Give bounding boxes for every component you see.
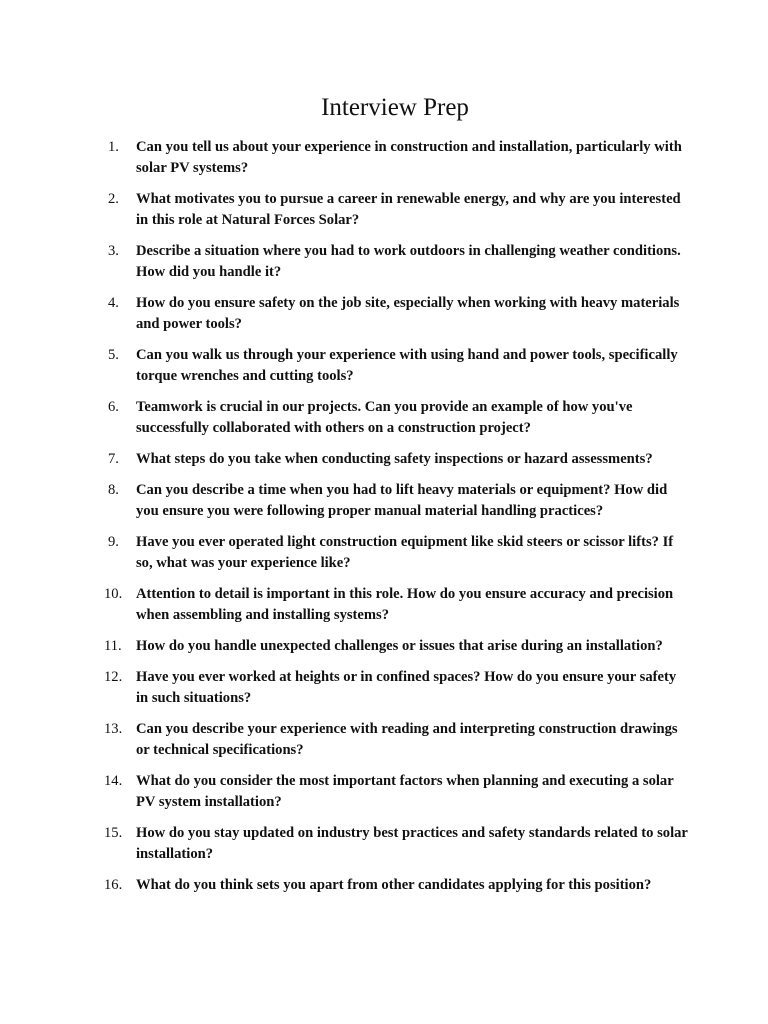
- question-list: [104, 137, 688, 906]
- question-item: [108, 137, 688, 179]
- question-text: Can you describe your experience with reading and interpreting construction drawings or technical specifications?: [136, 721, 678, 758]
- question-text: Have you ever operated light construction equipment like skid steers or scissor lifts? If so, what was your experience like?: [136, 534, 674, 571]
- question-item: [104, 823, 688, 865]
- question-item: [108, 449, 688, 470]
- question-number: 6.: [108, 399, 119, 415]
- question-number: 5.: [108, 347, 119, 363]
- question-text: What do you think sets you apart from other candidates applying for this position?: [136, 877, 652, 893]
- question-number: 11.: [104, 638, 122, 654]
- question-item: [104, 667, 688, 709]
- question-item: [108, 397, 688, 439]
- question-text: Can you describe a time when you had to lift heavy materials or equipment? How did you ensure you were following proper manual material handling practices?: [136, 482, 668, 519]
- question-text: How do you handle unexpected challenges or issues that arise during an installation?: [136, 638, 663, 654]
- question-number: 13.: [104, 721, 123, 737]
- question-item: [108, 293, 688, 335]
- question-number: 9.: [108, 534, 119, 550]
- question-text: How do you ensure safety on the job site, especially when working with heavy materials and power tools?: [136, 295, 680, 332]
- question-item: [108, 189, 688, 231]
- question-number: 1.: [108, 139, 119, 155]
- question-text: What do you consider the most important factors when planning and executing a solar PV system installation?: [136, 773, 674, 810]
- question-item: [108, 480, 688, 522]
- question-number: 10.: [104, 586, 123, 602]
- question-text: Describe a situation where you had to work outdoors in challenging weather conditions. How did you handle it?: [136, 243, 681, 280]
- question-text: Can you tell us about your experience in construction and installation, particularly with solar PV systems?: [136, 139, 682, 176]
- question-number: 3.: [108, 243, 119, 259]
- question-text: What steps do you take when conducting safety inspections or hazard assessments?: [136, 451, 653, 467]
- question-item: [104, 636, 688, 657]
- question-text: Attention to detail is important in this role. How do you ensure accuracy and precision when assembling and installing systems?: [136, 586, 674, 623]
- question-item: [104, 771, 688, 813]
- page-title: Interview Prep: [321, 94, 469, 121]
- question-number: 12.: [104, 669, 123, 685]
- question-text: Teamwork is crucial in our projects. Can you provide an example of how you've successfully collaborated with others on a construction project?: [136, 399, 633, 436]
- question-number: 15.: [104, 825, 123, 841]
- question-number: 7.: [108, 451, 119, 467]
- question-item: [104, 584, 688, 626]
- question-item: [108, 241, 688, 283]
- question-number: 4.: [108, 295, 119, 311]
- question-item: [104, 719, 688, 761]
- question-number: 2.: [108, 191, 119, 207]
- question-item: [104, 875, 688, 896]
- question-text: Have you ever worked at heights or in confined spaces? How do you ensure your safety in such situations?: [136, 669, 677, 706]
- question-item: [108, 532, 688, 574]
- question-text: How do you stay updated on industry best practices and safety standards related to solar installation?: [136, 825, 688, 862]
- question-number: 8.: [108, 482, 119, 498]
- question-item: [108, 345, 688, 387]
- question-text: Can you walk us through your experience with using hand and power tools, specifically torque wrenches and cutting tools?: [136, 347, 678, 384]
- question-number: 16.: [104, 877, 123, 893]
- question-number: 14.: [104, 773, 123, 789]
- question-text: What motivates you to pursue a career in renewable energy, and why are you interested in this role at Natural Forces Solar?: [136, 191, 681, 228]
